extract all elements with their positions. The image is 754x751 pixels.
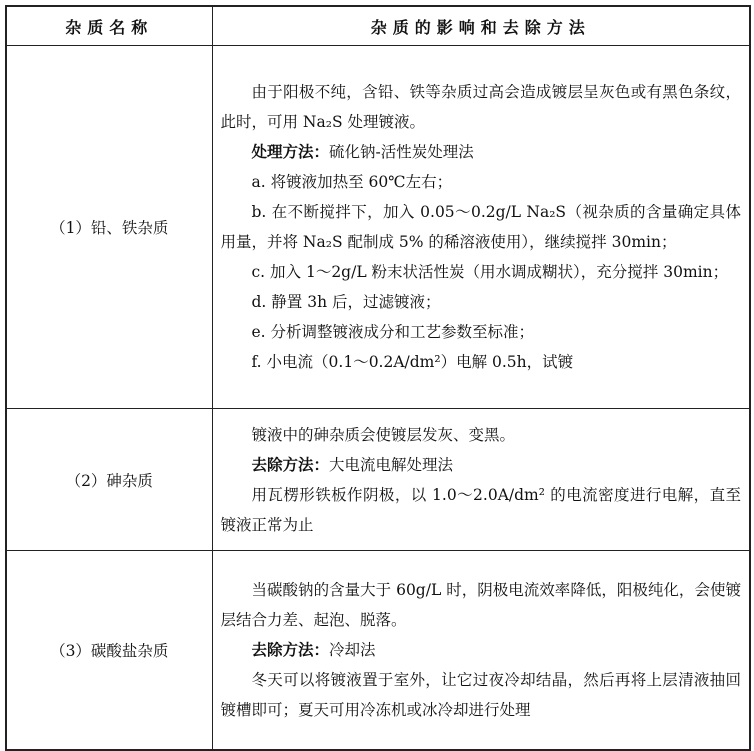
step-item: e. 分析调整镀液成分和工艺参数至标准； — [251, 323, 535, 341]
method-description: 冬天可以将镀液置于室外，让它过夜冷却结晶，然后再将上层清液抽回镀槽即可；夏天可用冷冻机或冰冷却进行处理 — [220, 671, 741, 719]
header-effect-and-removal: 杂质的影响和去除方法 — [212, 6, 750, 46]
impurity-table — [5, 5, 751, 751]
method-value: 冷却法 — [329, 641, 376, 659]
step-item: a. 将镀液加热至 60℃左右； — [251, 173, 453, 191]
impurity-name: （1）铅、铁杂质 — [6, 46, 212, 409]
step-item: b. 在不断搅拌下，加入 0.05～0.2g/L Na₂S（视杂质的含量确定具体用量，并将 Na₂S 配制成 5% 的稀溶液使用），继续搅拌 30min； — [220, 203, 741, 251]
effect-text: 镀液中的砷杂质会使镀层发灰、变黑。 — [251, 425, 516, 444]
header-impurity-name: 杂质名称 — [6, 6, 212, 46]
impurity-detail — [212, 409, 750, 551]
step-item: f. 小电流（0.1～0.2A/dm²）电解 0.5h，试镀 — [251, 353, 574, 371]
table-row — [6, 46, 750, 409]
impurity-detail — [212, 551, 750, 751]
table-row — [6, 409, 750, 551]
impurity-detail — [212, 46, 750, 409]
impurity-name: （3）碳酸盐杂质 — [6, 551, 212, 751]
method-label: 处理方法： — [251, 142, 330, 161]
method-value: 硫化钠-活性炭处理法 — [329, 143, 474, 161]
method-label: 去除方法： — [251, 640, 330, 659]
effect-text: 由于阳极不纯，含铅、铁等杂质过高会造成镀层呈灰色或有黑色条纹，此时，可用 Na₂S 处理镀液。 — [220, 83, 741, 131]
method-label: 去除方法： — [251, 454, 330, 474]
impurity-name: （2）砷杂质 — [6, 409, 212, 551]
method-line — [221, 450, 742, 480]
header-row — [6, 6, 750, 46]
step-item: d. 静置 3h 后，过滤镀液； — [251, 293, 441, 311]
method-line — [221, 635, 742, 665]
effect-text: 当碳酸钠的含量大于 60g/L 时，阴极电流效率降低，阳极纯化，会使镀层结合力差、起泡、脱落。 — [220, 581, 741, 629]
step-item: c. 加入 1～2g/L 粉末状活性炭（用水调成糊状），充分搅拌 30min； — [251, 263, 729, 281]
method-line — [221, 137, 742, 167]
method-description: 用瓦楞形铁板作阴极，以 1.0～2.0A/dm² 的电流密度进行电解，直至镀液正常为止 — [220, 485, 741, 534]
table-row — [6, 551, 750, 751]
method-value: 大电流电解处理法 — [329, 455, 454, 474]
